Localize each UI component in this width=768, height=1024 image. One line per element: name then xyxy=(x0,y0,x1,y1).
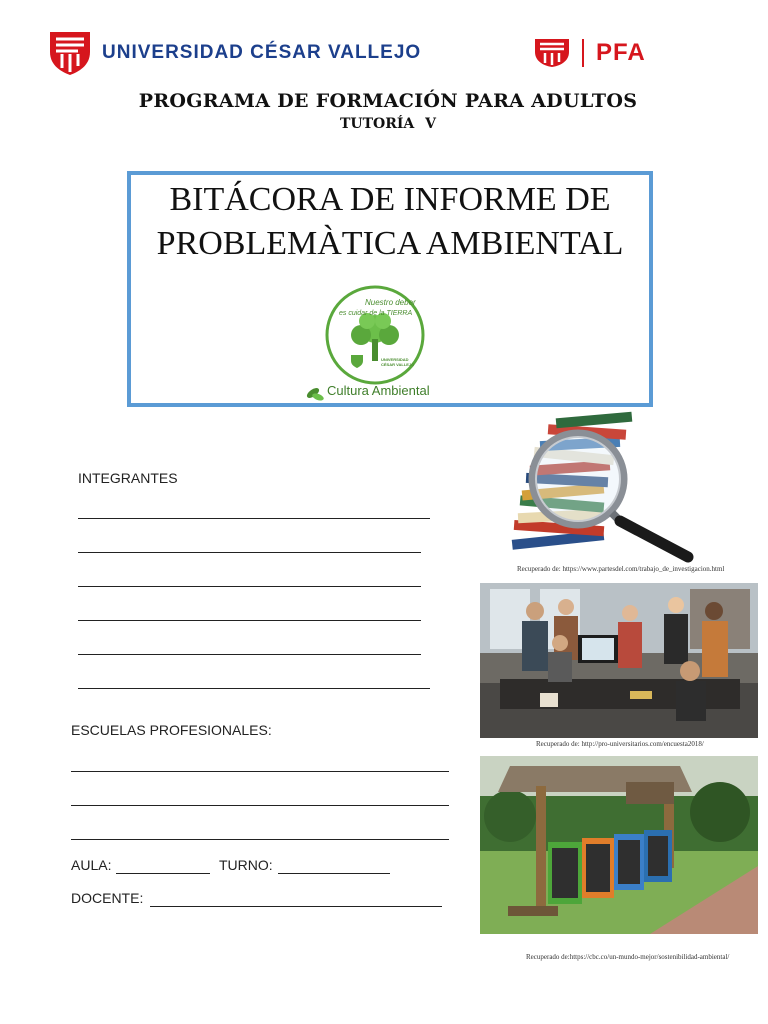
integrante-line-6[interactable] xyxy=(78,688,430,689)
escuela-line-1[interactable] xyxy=(71,771,449,772)
cover-title-line-2: PROBLEMÀTICA AMBIENTAL xyxy=(156,225,624,262)
books-magnifier-image xyxy=(500,405,700,563)
integrante-line-3[interactable] xyxy=(78,586,421,587)
cover-title-box xyxy=(127,171,653,407)
integrante-line-5[interactable] xyxy=(78,654,421,655)
aula-line[interactable] xyxy=(116,873,210,874)
svg-text:Nuestro deber: Nuestro deber xyxy=(365,298,416,307)
integrante-line-1[interactable] xyxy=(78,518,430,519)
aula-label: AULA: xyxy=(71,857,112,873)
meeting-caption: Recuperado de: http://pro-universitarios.com/encuesta2018/ xyxy=(536,740,704,748)
program-title: PROGRAMA DE FORMACIÓN PARA ADULTOS xyxy=(138,90,638,112)
pfa-logo xyxy=(534,38,646,68)
books-caption: Recuperado de: https://www.partesdel.com/trabajo_de_investigacion.html xyxy=(517,565,725,573)
cover-title-line-1: BITÁCORA DE INFORME DE xyxy=(169,181,611,218)
escuela-line-2[interactable] xyxy=(71,805,449,806)
team-meeting-image xyxy=(480,583,758,738)
recycling-bins-image xyxy=(480,756,758,934)
university-name: UNIVERSIDAD CÉSAR VALLEJO xyxy=(102,42,422,63)
ucv-shield-icon xyxy=(48,30,92,76)
tutoria-label: TUTORÍA V xyxy=(339,116,437,132)
svg-text:es cuidar de la TIERRA: es cuidar de la TIERRA xyxy=(339,310,413,317)
leaf-icon xyxy=(305,386,324,402)
svg-text:UNIVERSIDAD: UNIVERSIDAD xyxy=(381,357,409,362)
docente-line[interactable] xyxy=(150,906,442,907)
turno-label: TURNO: xyxy=(219,857,273,873)
ucv-logo xyxy=(48,30,421,76)
svg-text:Cultura Ambiental: Cultura Ambiental xyxy=(327,383,430,398)
integrantes-label: INTEGRANTES xyxy=(78,470,178,486)
pfa-text: PFA xyxy=(596,39,646,66)
cultura-ambiental-emblem xyxy=(305,283,445,403)
ucv-small-shield-icon xyxy=(534,38,570,68)
escuela-line-3[interactable] xyxy=(71,839,449,840)
turno-line[interactable] xyxy=(278,873,390,874)
escuelas-label: ESCUELAS PROFESIONALES: xyxy=(71,722,272,738)
svg-text:CÉSAR VALLEJO: CÉSAR VALLEJO xyxy=(381,362,415,367)
integrante-line-2[interactable] xyxy=(78,552,421,553)
bins-caption: Recuperado de:https://cbc.co/un-mundo-mejor/sostenibilidad-ambiental/ xyxy=(526,953,730,961)
docente-label: DOCENTE: xyxy=(71,890,144,906)
logo-separator xyxy=(582,39,584,67)
integrante-line-4[interactable] xyxy=(78,620,421,621)
